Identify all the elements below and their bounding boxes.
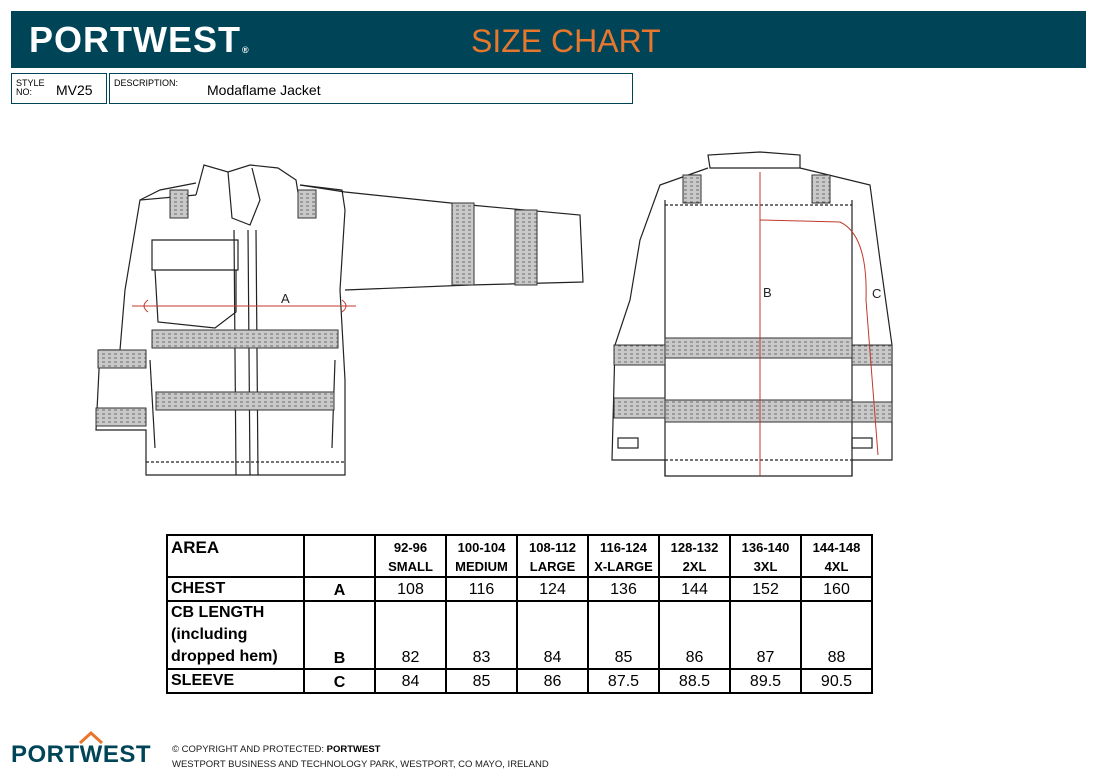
copyright-notice: © COPYRIGHT AND PROTECTED: PORTWEST bbox=[172, 744, 381, 755]
size-column-header: 108-112 LARGE bbox=[517, 535, 588, 577]
footer-logo: PORTWEST bbox=[11, 741, 151, 768]
sleeve-measure-label: C bbox=[872, 286, 882, 301]
table-cell: 116 bbox=[446, 577, 517, 601]
size-column-header: 116-124 X-LARGE bbox=[588, 535, 659, 577]
length-measure-label: B bbox=[763, 285, 772, 300]
table-cell: 86 bbox=[517, 669, 588, 693]
table-row bbox=[167, 577, 872, 601]
row-label: SLEEVE bbox=[167, 669, 304, 693]
chest-measure-label: A bbox=[281, 291, 290, 306]
size-header-row bbox=[167, 535, 872, 577]
table-cell: 89.5 bbox=[730, 669, 801, 693]
table-cell: 152 bbox=[730, 577, 801, 601]
row-label: CB LENGTH (including dropped hem) bbox=[167, 601, 304, 669]
table-cell: 144 bbox=[659, 577, 730, 601]
row-label: CHEST bbox=[167, 577, 304, 601]
table-cell: 124 bbox=[517, 577, 588, 601]
company-address: WESTPORT BUSINESS AND TECHNOLOGY PARK, WESTPORT, CO MAYO, IRELAND bbox=[172, 759, 549, 770]
row-code: B bbox=[304, 601, 375, 669]
table-cell: 85 bbox=[446, 669, 517, 693]
table-cell: 87 bbox=[730, 601, 801, 669]
front-view bbox=[96, 165, 583, 475]
table-cell: 84 bbox=[517, 601, 588, 669]
table-cell: 82 bbox=[375, 601, 446, 669]
table-cell: 87.5 bbox=[588, 669, 659, 693]
size-column-header: 128-132 2XL bbox=[659, 535, 730, 577]
size-table bbox=[166, 534, 873, 694]
size-column-header: 100-104 MEDIUM bbox=[446, 535, 517, 577]
table-cell: 84 bbox=[375, 669, 446, 693]
table-row bbox=[167, 669, 872, 693]
code-header bbox=[304, 535, 375, 577]
page-title: SIZE CHART bbox=[471, 23, 661, 59]
size-column-header: 136-140 3XL bbox=[730, 535, 801, 577]
table-cell: 86 bbox=[659, 601, 730, 669]
table-cell: 85 bbox=[588, 601, 659, 669]
description-value: Modaflame Jacket bbox=[207, 82, 321, 98]
row-code: A bbox=[304, 577, 375, 601]
style-number-value: MV25 bbox=[56, 82, 93, 98]
table-cell: 136 bbox=[588, 577, 659, 601]
style-number-label: STYLE NO: bbox=[16, 78, 45, 97]
size-column-header: 144-148 4XL bbox=[801, 535, 872, 577]
back-view bbox=[612, 152, 892, 476]
table-cell: 83 bbox=[446, 601, 517, 669]
table-cell: 90.5 bbox=[801, 669, 872, 693]
brand-logo: PORTWEST® bbox=[29, 19, 250, 60]
table-cell: 108 bbox=[375, 577, 446, 601]
area-header: AREA bbox=[167, 535, 304, 577]
size-column-header: 92-96 SMALL bbox=[375, 535, 446, 577]
table-row bbox=[167, 601, 872, 669]
description-label: DESCRIPTION: bbox=[114, 78, 179, 88]
table-cell: 88.5 bbox=[659, 669, 730, 693]
table-cell: 160 bbox=[801, 577, 872, 601]
row-code: C bbox=[304, 669, 375, 693]
table-cell: 88 bbox=[801, 601, 872, 669]
